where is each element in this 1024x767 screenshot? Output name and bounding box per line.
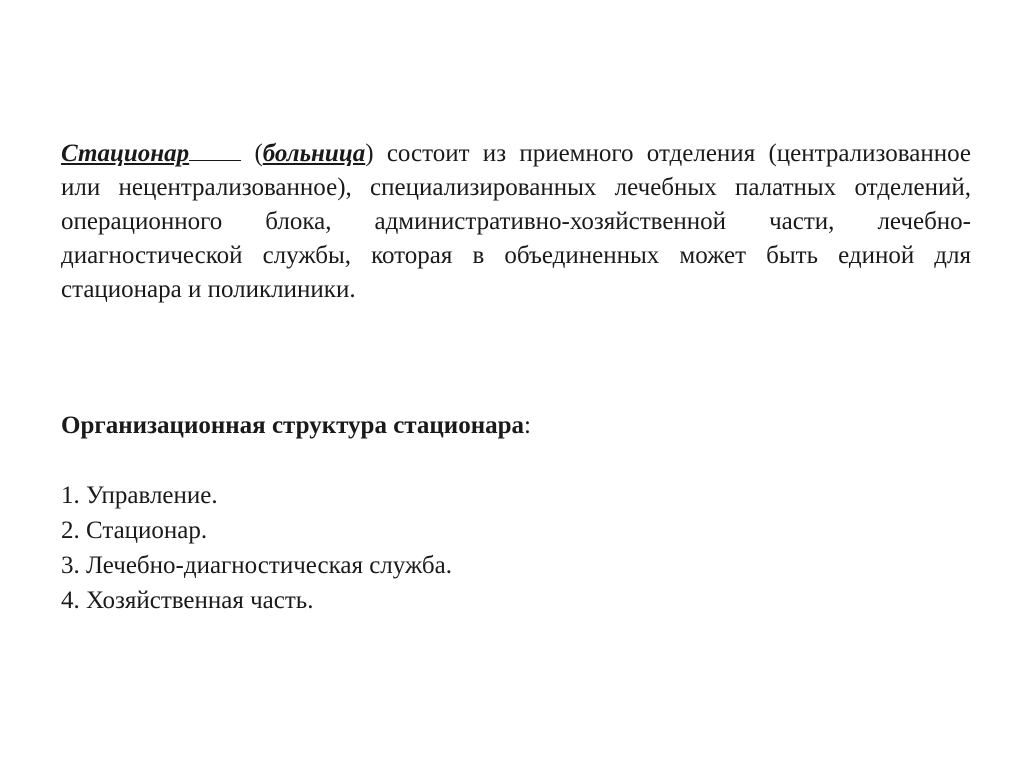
- close-paren: ): [365, 140, 374, 167]
- list-item: 1. Управление.: [61, 482, 218, 509]
- list-item: 3. Лечебно-диагностическая служба.: [61, 552, 452, 579]
- description-paragraph: [61, 137, 971, 307]
- term-hospital: больница: [262, 140, 366, 167]
- list-item: 2. Стационар.: [61, 517, 208, 544]
- structure-heading: [61, 409, 531, 443]
- term-stationary: Стационар: [61, 140, 190, 167]
- structure-list: [61, 478, 452, 618]
- paragraph-body: состоит из приемного отделения (централизованное или нецентрализованное), специализированных лечебных палатных отделений, операционного блока, административно-хозяйственной части, лечебно-диагностической службы, которая в объединенных может быть единой для стационара и поликлиники.: [61, 140, 971, 303]
- open-paren: (: [254, 140, 263, 167]
- underline-gap: [189, 142, 241, 161]
- structure-heading-colon: :: [524, 412, 531, 439]
- structure-heading-text: Организационная структура стационара: [61, 412, 525, 439]
- list-item: 4. Хозяйственная часть.: [61, 587, 314, 614]
